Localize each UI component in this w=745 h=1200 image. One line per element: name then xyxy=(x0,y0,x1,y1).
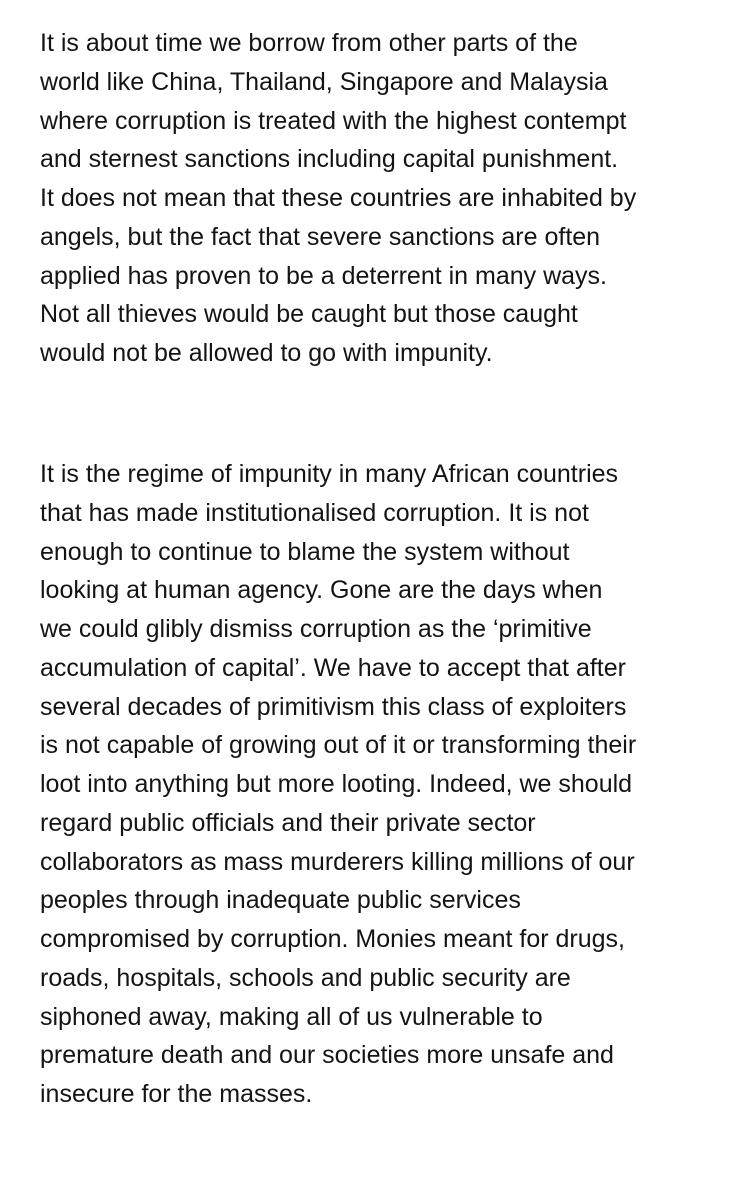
paragraph-line: applied has proven to be a deterrent in many ways. xyxy=(40,261,608,290)
paragraph-2 xyxy=(40,455,720,1114)
paragraph-line: It does not mean that these countries are inhabited by xyxy=(40,184,637,212)
paragraph-line: and sternest sanctions including capital punishment. xyxy=(40,145,619,174)
paragraph-line: accumulation of capital’. We have to accept that after xyxy=(40,653,626,682)
paragraph-line: is not capable of growing out of it or transforming their xyxy=(40,731,637,760)
paragraph-line: regard public officials and their private sector xyxy=(40,808,536,837)
paragraph-line: It is the regime of impunity in many African countries xyxy=(40,460,619,488)
paragraph-line: collaborators as mass murderers killing millions of our xyxy=(40,847,635,876)
paragraph-line: peoples through inadequate public services xyxy=(40,886,521,915)
paragraph-line: premature death and our societies more unsafe and xyxy=(40,1041,614,1070)
paragraph-line: enough to continue to blame the system without xyxy=(40,537,570,566)
paragraph-line: we could glibly dismiss corruption as the ‘primitive xyxy=(40,615,592,643)
paragraph-line: where corruption is treated with the highest contempt xyxy=(40,106,627,135)
paragraph-line: Not all thieves would be caught but those caught xyxy=(40,300,578,329)
paragraph-line: It is about time we borrow from other parts of the xyxy=(40,29,578,57)
paragraph-line: several decades of primitivism this class of exploiters xyxy=(40,692,627,721)
paragraph-line: angels, but the fact that severe sanctions are often xyxy=(40,222,601,251)
paragraph-line: looking at human agency. Gone are the days when xyxy=(40,576,603,605)
paragraph-1 xyxy=(40,24,720,373)
paragraph-line: world like China, Thailand, Singapore and Malaysia xyxy=(40,67,608,96)
paragraph-line: compromised by corruption. Monies meant for drugs, xyxy=(40,925,625,953)
paragraph-line: loot into anything but more looting. Indeed, we should xyxy=(40,770,633,798)
paragraph-line: insecure for the masses. xyxy=(40,1080,313,1108)
paragraph-line: that has made institutionalised corruption. It is not xyxy=(40,498,589,527)
paragraph-line: roads, hospitals, schools and public security are xyxy=(40,963,571,992)
paragraph-line: siphoned away, making all of us vulnerable to xyxy=(40,1002,543,1031)
paragraph-line: would not be allowed to go with impunity. xyxy=(40,339,493,367)
